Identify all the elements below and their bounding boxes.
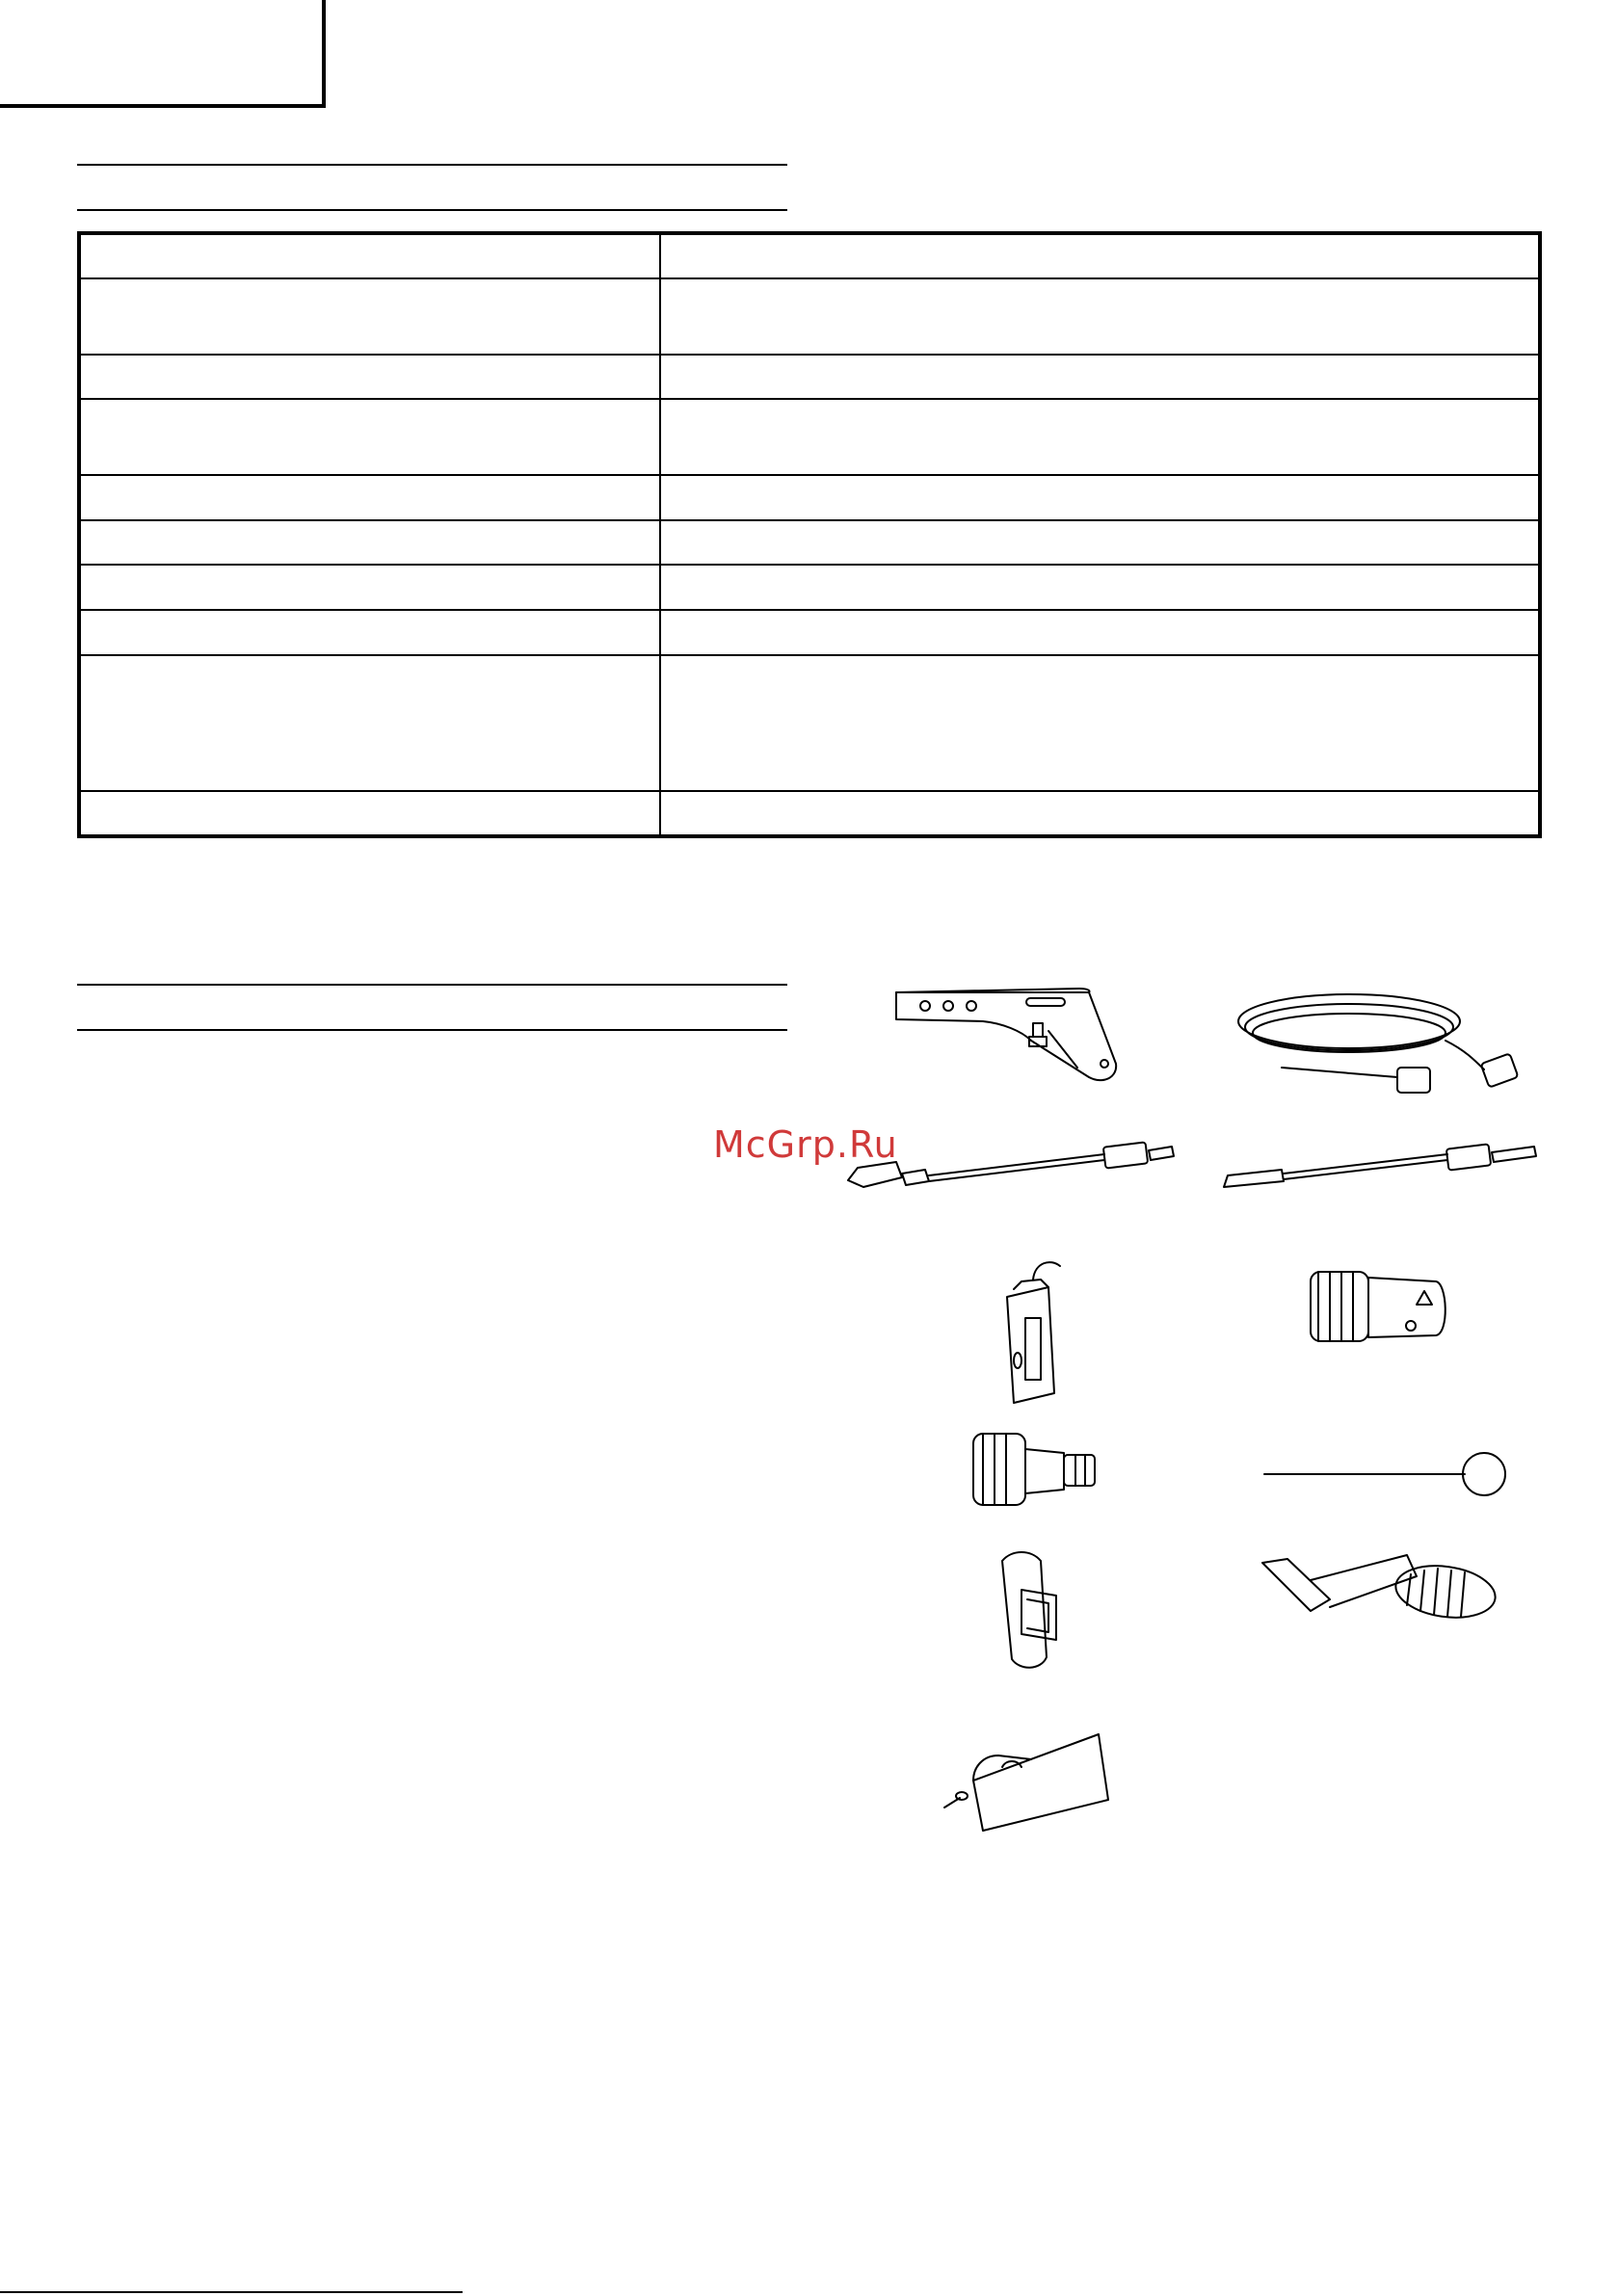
- section-rule-bottom-1: [77, 209, 787, 211]
- hose-quick-coupler-icon: [1311, 1272, 1446, 1341]
- table-row: [79, 233, 1540, 278]
- table-cell: [79, 791, 660, 836]
- spray-gun-icon: [896, 989, 1116, 1080]
- table-cell: [660, 233, 1540, 278]
- table-row: [79, 355, 1540, 400]
- table-cell: [660, 565, 1540, 610]
- table-cell: [79, 233, 660, 278]
- table-row: [79, 475, 1540, 520]
- table-cell: [79, 565, 660, 610]
- section-rule-bottom-2: [77, 1029, 787, 1031]
- water-inlet-adapter-icon: [973, 1434, 1095, 1505]
- table-cell: [660, 791, 1540, 836]
- watermark-text: McGrp.Ru: [713, 1123, 898, 1166]
- high-pressure-hose-icon: [1238, 994, 1518, 1093]
- table-cell: [79, 610, 660, 655]
- table-row: [79, 399, 1540, 475]
- table-cell: [660, 355, 1540, 400]
- footer-line: [0, 2291, 463, 2293]
- table-cell: [660, 520, 1540, 566]
- table-row: [79, 278, 1540, 355]
- lance-holder-clip-icon: [1002, 1552, 1056, 1668]
- table-cell: [79, 520, 660, 566]
- table-row: [79, 655, 1540, 792]
- corner-header-box: [0, 0, 326, 108]
- hose-hook-with-screw-icon: [944, 1734, 1108, 1831]
- table-cell: [660, 278, 1540, 355]
- table-cell: [79, 399, 660, 475]
- table-cell: [660, 475, 1540, 520]
- detergent-bottle-icon: [1007, 1262, 1060, 1403]
- table-cell: [79, 355, 660, 400]
- table-row: [79, 791, 1540, 836]
- table-row: [79, 520, 1540, 566]
- table-row: [79, 565, 1540, 610]
- table-cell: [79, 655, 660, 792]
- table-cell: [660, 399, 1540, 475]
- accessories-illustration: [829, 963, 1561, 1888]
- table-cell: [660, 610, 1540, 655]
- handle-knob-icon: [1262, 1555, 1499, 1623]
- table-cell: [660, 655, 1540, 792]
- table-cell: [79, 475, 660, 520]
- spray-lance-adjustable-icon: [848, 1142, 1174, 1187]
- spray-lance-turbo-icon: [1224, 1144, 1536, 1187]
- section-rule-top-1: [77, 164, 787, 166]
- section-rule-top-2: [77, 984, 787, 986]
- table-cell: [79, 278, 660, 355]
- table-row: [79, 610, 1540, 655]
- nozzle-cleaning-needle-icon: [1264, 1453, 1505, 1495]
- specifications-table: [77, 231, 1542, 838]
